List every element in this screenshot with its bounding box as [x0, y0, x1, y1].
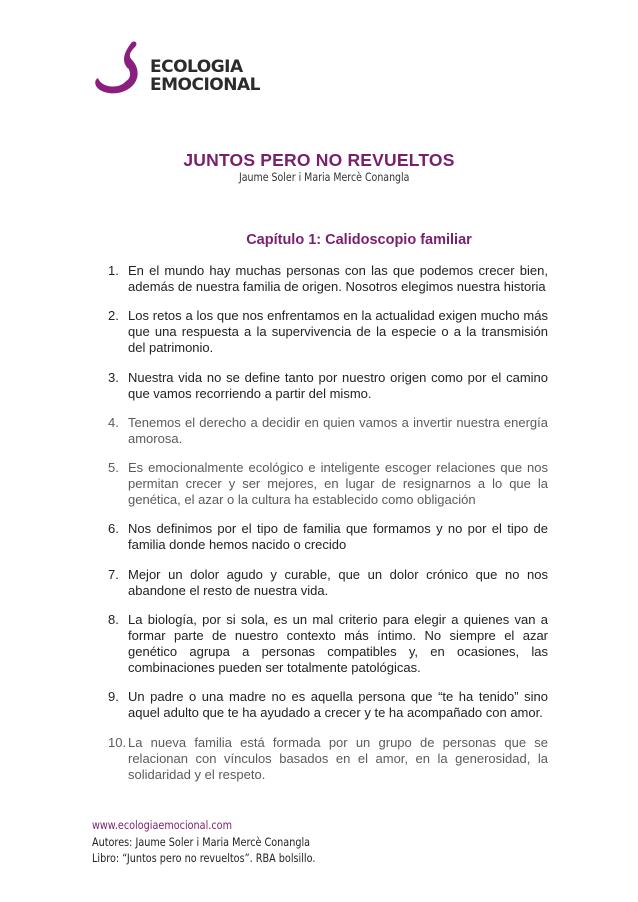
list-item: [104, 521, 548, 553]
spiral-swash-icon: [92, 38, 156, 104]
item-number: 6.: [108, 521, 119, 537]
logo-text: [150, 58, 260, 94]
website-link[interactable]: www.ecologiaemocional.com: [92, 818, 232, 832]
item-number: 9.: [108, 689, 119, 705]
item-text: Los retos a los que nos enfrentamos en la actualidad exigen mucho más que una respuesta a la supervivencia de la especie o a la transmisión del patrimonio.: [128, 308, 548, 356]
list-item: [104, 567, 548, 599]
footer-book: Libro: “Juntos pero no revueltos”. RBA bolsillo.: [92, 851, 316, 865]
document-title: JUNTOS PERO NO REVUELTOS: [183, 150, 455, 170]
footer-authors: Autores: Jaume Soler i Maria Mercè Conangla: [92, 834, 311, 849]
item-text: Nos definimos por el tipo de familia que formamos y no por el tipo de familia donde hemos nacido o crecido: [128, 521, 548, 553]
item-number: 4.: [108, 414, 119, 430]
item-text: Un padre o una madre no es aquella persona que “te ha tenido” sino aquel adulto que te ha ayudado a crecer y te ha acompañado con amor.: [128, 689, 548, 721]
footer: [92, 817, 315, 867]
list-item: [104, 415, 548, 447]
points-list: [104, 263, 548, 796]
item-text: Tenemos el derecho a decidir en quien vamos a invertir nuestra energía amorosa.: [128, 414, 548, 446]
list-item: [104, 735, 548, 783]
item-number: 2.: [108, 308, 119, 324]
chapter-heading: Capítulo 1: Calidoscopio familiar: [246, 232, 472, 248]
list-item: [104, 370, 548, 402]
logo-line-2: EMOCIONAL: [150, 75, 260, 95]
list-item: [104, 308, 548, 356]
item-text: Nuestra vida no se define tanto por nuestro origen como por el camino que vamos recorriendo a partir del mismo.: [128, 369, 548, 401]
logo-line-1: ECOLOGIA: [150, 57, 243, 77]
logo: [92, 38, 260, 104]
list-item: [104, 689, 548, 721]
item-number: 1.: [108, 263, 119, 278]
item-number: 5.: [108, 460, 119, 476]
item-text: La biología, por si sola, es un mal criterio para elegir a quienes van a formar parte de nuestro contexto más íntimo. No siempre el azar genético agrupa a personas compatibles y, en ocasiones, las combinaciones pueden ser totalmente patológicas.: [128, 612, 548, 676]
document-authors: Jaume Soler i Maria Mercè Conangla: [238, 170, 410, 184]
item-text: Es emocionalmente ecológico e inteligente escoger relaciones que nos permitan crecer y ser mejores, en lugar de resignarnos a lo que la genética, el azar o la cultura ha establecido como obligación: [128, 460, 548, 508]
item-number: 10.: [108, 734, 127, 750]
item-number: 3.: [108, 369, 119, 385]
list-item: [104, 263, 548, 295]
item-number: 7.: [108, 566, 119, 582]
item-text: La nueva familia está formada por un grupo de personas que se relacionan con vínculos basados en el amor, en la generosidad, la solidaridad y el respeto.: [128, 734, 548, 782]
item-text: Mejor un dolor agudo y curable, que un dolor crónico que no nos abandone el resto de nuestra vida.: [128, 566, 548, 598]
item-number: 8.: [108, 612, 119, 628]
list-item: [104, 460, 548, 508]
list-item: [104, 612, 548, 676]
item-text: En el mundo hay muchas personas con las que podemos crecer bien, además de nuestra familia de origen. Nosotros elegimos nuestra historia: [128, 263, 548, 294]
